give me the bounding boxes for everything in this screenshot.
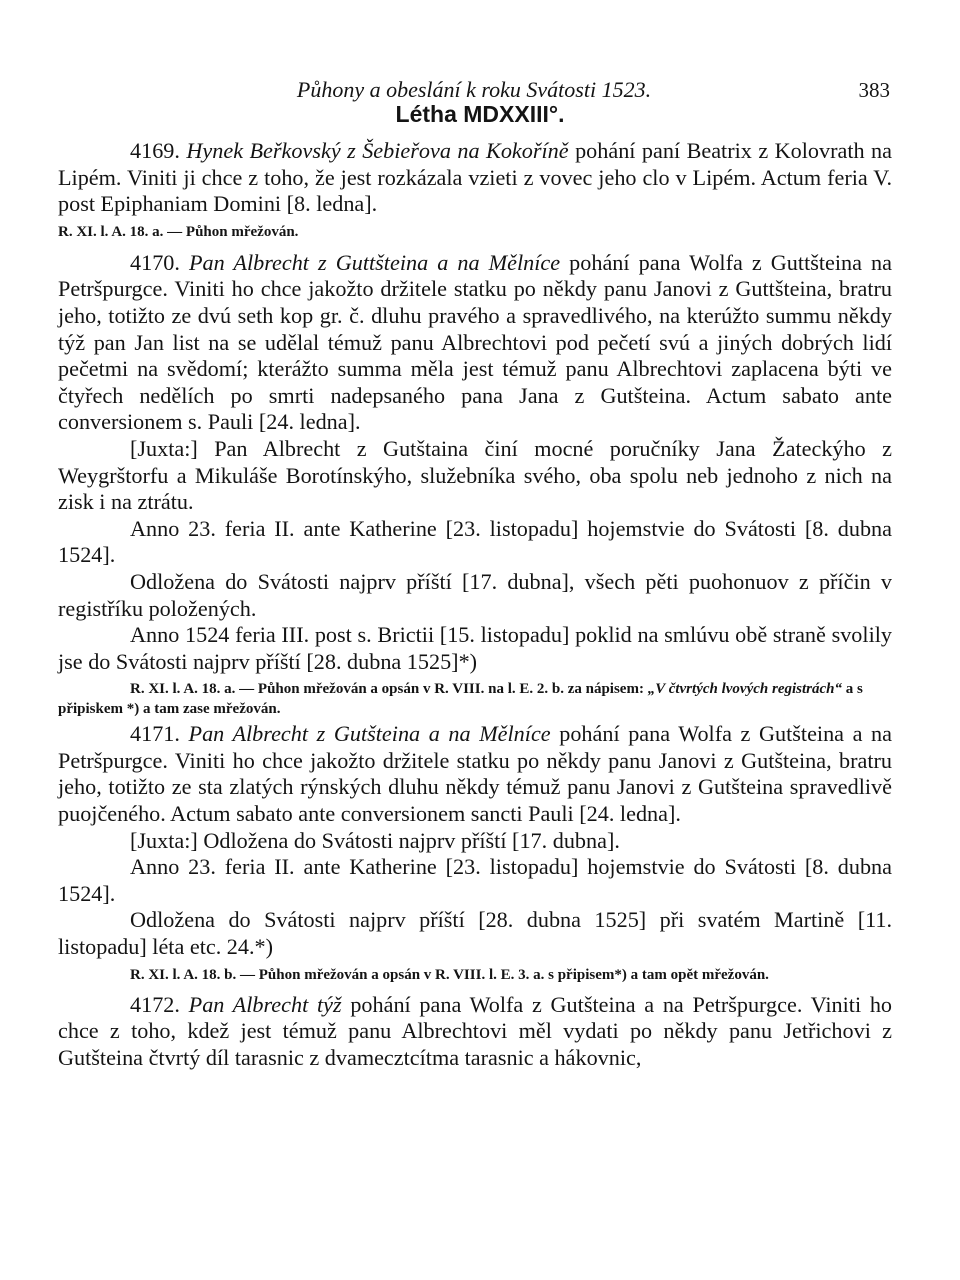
- source-note: R. XI. l. A. 18. a. — Půhon mřežován.: [58, 223, 299, 240]
- running-title: Půhony a obeslání k roku Svátosti 1523.: [296, 77, 652, 102]
- entry-party-name: Pan Albrecht týž: [188, 991, 342, 1017]
- entry-anno-1524: Anno 1524 feria III. post s. Brictii [15. listopadu] poklid na smlúvu obě straně svolily jse do Svátosti najprv příští [28. dubna 1525]*): [58, 622, 892, 674]
- entry-juxta: [Juxta:] Odložena do Svátosti najprv příští [17. dubna].: [130, 827, 620, 853]
- entry-party-name: Pan Albrecht z Gutšteina a na Mělníce: [188, 721, 551, 747]
- entry-4172: [58, 992, 892, 1072]
- entry-4171: [58, 721, 892, 827]
- entry-4170: [58, 250, 892, 436]
- entry-text: pohání paní Beatrix z Kolovrath na Lipém. Viniti ji chce z toho, že jest rozkázala vzieti z vovec jeho clo v Lipém. Actum feria V. post Epiphaniam Domini [8. ledna].: [58, 138, 892, 217]
- entry-number: 4169.: [130, 138, 180, 163]
- entry-text: pohání pana Wolfa z Gutšteina a na Petršpurgce. Viniti ho chce z toho, kdež jest témuž panu Albrechtovi měl vydati po někdy panu Jetřichovi z Gutšteina čtvrtý díl tarasnic z dvamecztcítma tarasnic a hákovnic,: [58, 991, 893, 1070]
- source-note-italic: „V čtvrtých lvových registrách“: [647, 681, 842, 698]
- entry-odlozena: Odložena do Svátosti najprv příští [28. dubna 1525] při svatém Martině [11. listopadu] léta etc. 24.*): [58, 907, 892, 960]
- source-note-start: R. XI. l. A. 18. a. — Půhon mřežován a opsán v R. VIII. na l. E. 2. b. za nápisem:: [130, 681, 648, 698]
- entry-text: pohání pana Wolfa z Gutšteina a na Petršpurgce. Viniti ho chce jakožto držitele statku po někdy panu Janovi z Gutšteina, bratru jeho, totižto ze sta zlatých rýnských dluhu někdy témuž panu Janovi z Gutšteina spravedlivě puojčeného. Actum sabato ante conversionem sancti Pauli [24. ledna].: [58, 721, 892, 827]
- entry-party-name: Pan Albrecht z Guttšteina a na Mělníce: [188, 249, 561, 275]
- source-note: [58, 679, 892, 719]
- page-number: 383: [858, 78, 890, 102]
- entry-text: pohání pana Wolfa z Guttšteina na Petršpurgce. Viniti ho chce jakožto držitele statku po někdy panu Janovi z Guttšteina, bratru jeho, totižto ze dvú seth kop gr. č. dluhu pravého a spravedlivého, na kterúžto summu někdy týž pan Jan list na se udělal témuž panu Albrechtovi pod pečetí svú a jiných dobrých lidí pečetmi na svědomí; kterážto summa měla jest témuž panu Albrechtovi zaplacena býti ve čtyřech nedělích po smrti nadepsaného pana Jana z Gutšteina. Actum sabato ante conversionem s. Pauli [24. ledna].: [58, 249, 892, 435]
- source-note: R. XI. l. A. 18. b. — Půhon mřežován a opsán v R. VIII. l. E. 3. a. s připisem*) a tam opět mřežován.: [130, 966, 769, 983]
- source-note-end: a s připiskem *) a tam zase mřežován.: [58, 681, 863, 718]
- entry-number: 4171.: [130, 721, 180, 747]
- document-body: [58, 138, 892, 1071]
- entry-juxta: [Juxta:] Pan Albrecht z Gutštaina činí mocné poručníky Jana Žateckýho z Weygrštorfu a Mikuláše Borotínskýho, služebníka svého, oba spolu neb jednoho z nich na zisk i na ztrátu.: [58, 435, 892, 515]
- entry-number: 4170.: [130, 249, 180, 275]
- entry-anno: Anno 23. feria II. ante Katherine [23. listopadu] hojemstvie do Svátosti [8. dubna 1524].: [58, 515, 892, 568]
- section-heading: Létha MDXXIII°.: [395, 101, 565, 127]
- entry-4169: [58, 138, 892, 218]
- entry-number: 4172.: [130, 991, 180, 1017]
- entry-party-name: Hynek Beřkovský z Šebieřova na Kokoříně: [186, 138, 569, 163]
- entry-odlozena: Odložena do Svátosti najprv příští [17. dubna], všech pěti puohonuov z příčin v registříku položených.: [58, 568, 892, 621]
- entry-anno: Anno 23. feria II. ante Katherine [23. listopadu] hojemstvie do Svátosti [8. dubna 1524].: [58, 854, 892, 906]
